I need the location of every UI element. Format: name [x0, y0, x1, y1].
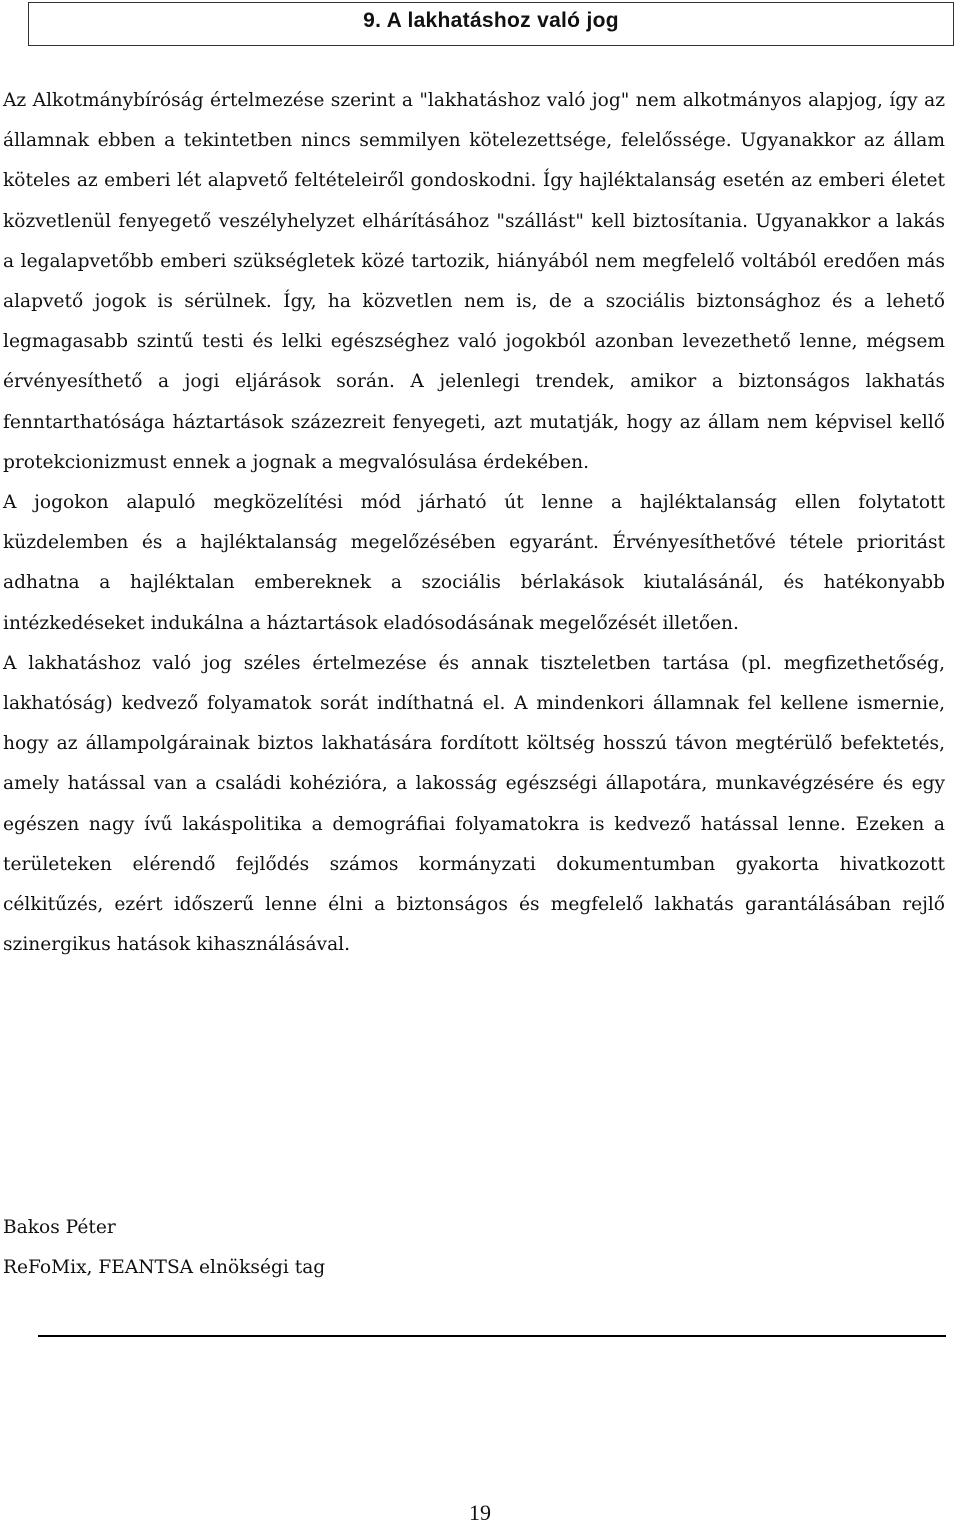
page-number: 19: [469, 1500, 491, 1525]
footer-divider: [38, 1335, 946, 1337]
author-affiliation: ReFoMix, FEANTSA elnökségi tag: [3, 1257, 326, 1279]
body-text: [3, 81, 945, 965]
paragraph-2: A jogokon alapuló megközelítési mód járható út lenne a hajléktalanság ellen folytatott küzdelemben és a hajléktalanság megelőzésében egyaránt. Érvényesíthetővé tétele prioritást adhatna a hajléktalan embereknek a szociális bérlakások kiutalásánál, és hatékonyabb intézkedéseket indukálna a háztartások eladósodásának megelőzését illetően.: [3, 492, 945, 634]
paragraph-3: A lakhatáshoz való jog széles értelmezése és annak tiszteletben tartása (pl. megfizethetőség, lakhatóság) kedvező folyamatok sorát indíthatná el. A mindenkori államnak fel kellene ismernie, hogy az állampolgárainak biztos lakhatására fordított költség hosszú távon megtérülő befektetés, amely hatással van a családi kohézióra, a lakosság egészségi állapotára, munkavégzésére és egy egészen nagy ívű lakáspolitika a demográfiai folyamatokra is kedvező hatással lenne. Ezeken a területeken elérendő fejlődés számos kormányzati dokumentumban gyakorta hivatkozott célkitűzés, ezért időszerű lenne élni a biztonságos és megfelelő lakhatás garantálásában rejlő szinergikus hatások kihasználásával.: [3, 652, 945, 956]
signature-block: [3, 1208, 325, 1288]
section-heading: 9. A lakhatáshoz való jog: [28, 2, 954, 46]
paragraph-1: Az Alkotmánybíróság értelmezése szerint a "lakhatáshoz való jog" nem alkotmányos alapjog, így az államnak ebben a tekintetben nincs semmilyen kötelezettsége, felelőssége. Ugyanakkor az állam köteles az emberi lét alapvető feltételeiről gondoskodni. Így hajléktalanság esetén az emberi életet közvetlenül fenyegető veszélyhelyzet elhárításához "szállást" kell biztosítania. Ugyanakkor a lakás a legalapvetőbb emberi szükségletek közé tartozik, hiányából nem megfelelő voltából eredően más alapvető jogok is sérülnek. Így, ha közvetlen nem is, de a szociális biztonsághoz és a lehető legmagasabb szintű testi és lelki egészséghez való jogokból azonban levezethető lenne, mégsem érvényesíthető a jogi eljárások során. A jelenlegi trendek, amikor a biztonságos lakhatás fenntarthatósága háztartások százezreit fenyegeti, azt mutatják, hogy az állam nem képvisel kellő protekcionizmust ennek a jognak a megvalósulása érdekében.: [3, 90, 945, 473]
author-name: Bakos Péter: [3, 1217, 116, 1238]
